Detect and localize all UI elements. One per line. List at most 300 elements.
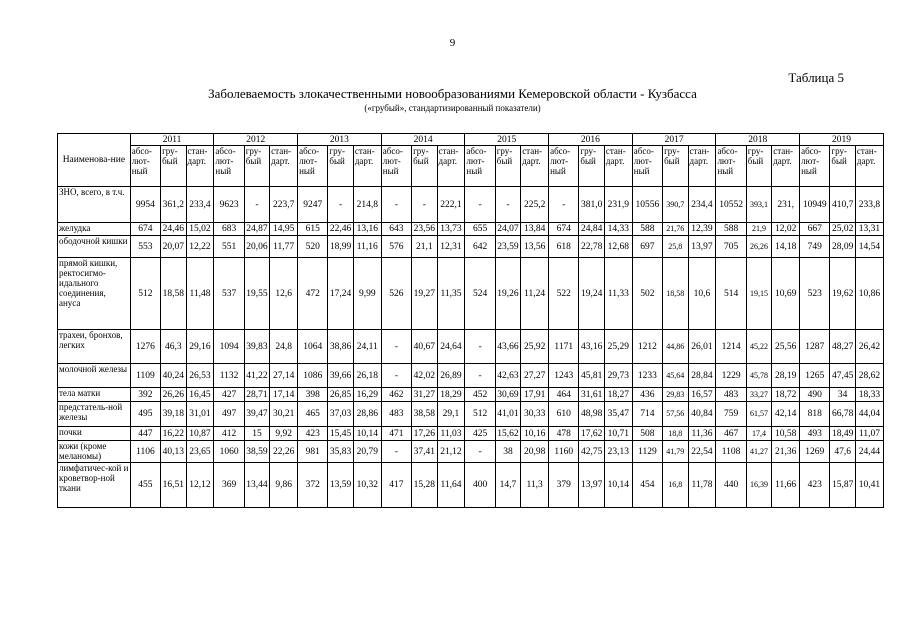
table-cell: 393,1	[746, 187, 771, 223]
subheader-cell: абсо-лют-ный	[549, 146, 579, 187]
table-cell: 25,8	[663, 236, 688, 258]
table-cell: 12,02	[772, 223, 800, 236]
table-cell: 31,27	[412, 388, 437, 402]
table-cell: 361,2	[161, 187, 186, 223]
table-cell: 30,33	[521, 402, 549, 427]
table-cell: 231,9	[604, 187, 632, 223]
table-cell: 222,1	[437, 187, 465, 223]
subheader-cell: гру-бый	[495, 146, 520, 187]
table-cell: 400	[465, 463, 495, 508]
table-cell: 21,76	[663, 223, 688, 236]
table-cell: 655	[465, 223, 495, 236]
table-cell: 11,3	[521, 463, 549, 508]
table-cell: 18,72	[772, 388, 800, 402]
table-row	[58, 187, 884, 223]
table-cell: 512	[465, 402, 495, 427]
table-cell: 225,2	[521, 187, 549, 223]
table-cell: 22,26	[270, 441, 298, 463]
table-cell: 45,81	[579, 364, 604, 388]
table-cell: 10949	[800, 187, 830, 223]
table-cell: 13,16	[353, 223, 381, 236]
table-cell: 24,46	[161, 223, 186, 236]
table-cell: 522	[549, 258, 579, 330]
table-cell: 40,13	[161, 441, 186, 463]
table-cell: 223,7	[270, 187, 298, 223]
table-cell: 19,24	[579, 258, 604, 330]
table-cell: 18,27	[604, 388, 632, 402]
table-cell: 38,58	[412, 402, 437, 427]
table-cell: 1094	[214, 330, 244, 364]
table-cell: 26,26	[746, 236, 771, 258]
table-cell: 35,83	[328, 441, 353, 463]
table-cell: 233,8	[855, 187, 883, 223]
table-cell: 38,59	[244, 441, 269, 463]
table-cell: -	[381, 330, 411, 364]
table-cell: 15,45	[328, 427, 353, 441]
table-cell: 523	[800, 258, 830, 330]
table-cell: 30,21	[270, 402, 298, 427]
year-header: 2014	[381, 134, 465, 146]
table-cell: 21,36	[772, 441, 800, 463]
table-cell: 26,42	[855, 330, 883, 364]
table-cell: 13,59	[328, 463, 353, 508]
year-header: 2017	[632, 134, 716, 146]
page-number: 9	[449, 37, 456, 49]
subheader-cell: гру-бый	[161, 146, 186, 187]
table-cell: 42,02	[412, 364, 437, 388]
table-cell: 13,97	[688, 236, 716, 258]
subheader-cell: стан-дарт.	[521, 146, 549, 187]
row-name: трахеи, бронхов, легких	[58, 330, 131, 364]
table-cell: 11,03	[437, 427, 465, 441]
table-cell: 57,56	[663, 402, 688, 427]
table-cell: 1132	[214, 364, 244, 388]
table-cell: 23,59	[495, 236, 520, 258]
table-cell: 1287	[800, 330, 830, 364]
name-column-header: Наименова-ние	[58, 134, 131, 187]
table-cell: 26,18	[353, 364, 381, 388]
table-cell: 454	[632, 463, 662, 508]
table-cell: 465	[298, 402, 328, 427]
table-cell: 38,86	[328, 330, 353, 364]
table-cell: 34	[830, 388, 855, 402]
table-cell: 643	[381, 223, 411, 236]
table-cell: -	[244, 187, 269, 223]
table-cell: 26,85	[328, 388, 353, 402]
table-cell: 16,22	[161, 427, 186, 441]
row-name: почки	[58, 427, 131, 441]
table-cell: 10,41	[855, 463, 883, 508]
table-cell: 10556	[632, 187, 662, 223]
table-cell: 20,07	[161, 236, 186, 258]
table-cell: 17,4	[746, 427, 771, 441]
table-cell: 1064	[298, 330, 328, 364]
table-cell: 495	[130, 402, 160, 427]
table-cell: 24,84	[579, 223, 604, 236]
table-row	[58, 441, 884, 463]
subheader-cell: гру-бый	[328, 146, 353, 187]
table-cell: 17,26	[412, 427, 437, 441]
table-cell: 423	[298, 427, 328, 441]
table-cell: 40,84	[688, 402, 716, 427]
subheader-cell: гру-бый	[663, 146, 688, 187]
table-cell: 18,8	[663, 427, 688, 441]
table-cell: 13,31	[855, 223, 883, 236]
table-cell: 423	[800, 463, 830, 508]
table-cell: 23,65	[186, 441, 214, 463]
subheader-cell: стан-дарт.	[855, 146, 883, 187]
table-cell: 524	[465, 258, 495, 330]
table-cell: 48,27	[830, 330, 855, 364]
table-cell: 24,44	[855, 441, 883, 463]
table-cell: 14,54	[855, 236, 883, 258]
table-cell: 9623	[214, 187, 244, 223]
table-row	[58, 427, 884, 441]
table-cell: 23,13	[604, 441, 632, 463]
year-header: 2018	[716, 134, 800, 146]
table-cell: 39,83	[244, 330, 269, 364]
year-header-row	[58, 134, 884, 146]
table-cell: 9247	[298, 187, 328, 223]
table-cell: 12,12	[186, 463, 214, 508]
subheader-cell: стан-дарт.	[437, 146, 465, 187]
table-cell: 39,66	[328, 364, 353, 388]
subheader-cell: стан-дарт.	[688, 146, 716, 187]
table-cell: 526	[381, 258, 411, 330]
table-cell: 25,29	[604, 330, 632, 364]
table-cell: 27,27	[521, 364, 549, 388]
table-cell: 472	[298, 258, 328, 330]
table-cell: 39,18	[161, 402, 186, 427]
table-cell: 12,68	[604, 236, 632, 258]
table-cell: 674	[549, 223, 579, 236]
table-cell: 44,86	[663, 330, 688, 364]
table-cell: 483	[381, 402, 411, 427]
table-cell: -	[549, 187, 579, 223]
table-cell: 28,84	[688, 364, 716, 388]
table-cell: 29,83	[663, 388, 688, 402]
table-cell: 28,09	[830, 236, 855, 258]
subheader-cell: стан-дарт.	[604, 146, 632, 187]
table-cell: 26,53	[186, 364, 214, 388]
table-cell: 12,39	[688, 223, 716, 236]
table-cell: 464	[549, 388, 579, 402]
table-cell: 26,01	[688, 330, 716, 364]
table-cell: 417	[381, 463, 411, 508]
table-cell: 412	[214, 427, 244, 441]
table-cell: 13,84	[521, 223, 549, 236]
table-cell: -	[465, 330, 495, 364]
table-cell: 15,02	[186, 223, 214, 236]
subheader-cell: стан-дарт.	[772, 146, 800, 187]
table-cell: 61,57	[746, 402, 771, 427]
table-cell: 41,01	[495, 402, 520, 427]
table-cell: 39,47	[244, 402, 269, 427]
table-cell: 497	[214, 402, 244, 427]
table-cell: 1276	[130, 330, 160, 364]
table-cell: 42,75	[579, 441, 604, 463]
table-cell: 31,61	[579, 388, 604, 402]
subheader-cell: стан-дарт.	[270, 146, 298, 187]
table-cell: 45,78	[746, 364, 771, 388]
table-cell: 41,79	[663, 441, 688, 463]
subheader-cell: стан-дарт.	[186, 146, 214, 187]
table-cell: 372	[298, 463, 328, 508]
table-cell: 28,71	[244, 388, 269, 402]
table-cell: 1108	[716, 441, 746, 463]
table-row	[58, 258, 884, 330]
table-cell: 512	[130, 258, 160, 330]
table-cell: 31,01	[186, 402, 214, 427]
subheader-cell: гру-бый	[244, 146, 269, 187]
table-cell: 21,9	[746, 223, 771, 236]
table-cell: 214,8	[353, 187, 381, 223]
table-cell: 10,32	[353, 463, 381, 508]
table-cell: 19,27	[412, 258, 437, 330]
table-cell: 43,16	[579, 330, 604, 364]
table-cell: 427	[214, 388, 244, 402]
table-cell: 19,55	[244, 258, 269, 330]
table-cell: 1243	[549, 364, 579, 388]
table-cell: 42,14	[772, 402, 800, 427]
table-cell: 19,15	[746, 258, 771, 330]
table-cell: 11,77	[270, 236, 298, 258]
table-cell: 1269	[800, 441, 830, 463]
table-cell: 19,26	[495, 258, 520, 330]
table-cell: 40,67	[412, 330, 437, 364]
table-cell: 43,66	[495, 330, 520, 364]
table-cell: 11,66	[772, 463, 800, 508]
table-cell: 44,04	[855, 402, 883, 427]
table-cell: 520	[298, 236, 328, 258]
table-cell: 16,39	[746, 463, 771, 508]
table-cell: 17,91	[521, 388, 549, 402]
row-name: тела матки	[58, 388, 131, 402]
subheader-cell: абсо-лют-ный	[381, 146, 411, 187]
table-row	[58, 236, 884, 258]
table-cell: 13,73	[437, 223, 465, 236]
table-cell: -	[381, 441, 411, 463]
table-cell: 9,92	[270, 427, 298, 441]
subheader-row	[58, 146, 884, 187]
table-cell: 233,4	[186, 187, 214, 223]
table-cell: 22,78	[579, 236, 604, 258]
table-cell: 381,0	[579, 187, 604, 223]
table-cell: 18,58	[663, 258, 688, 330]
table-cell: 10,16	[521, 427, 549, 441]
table-cell: -	[495, 187, 520, 223]
subheader-cell: абсо-лют-ный	[130, 146, 160, 187]
table-cell: 514	[716, 258, 746, 330]
table-cell: 11,64	[437, 463, 465, 508]
subheader-cell: гру-бый	[746, 146, 771, 187]
subheader-cell: абсо-лют-ный	[800, 146, 830, 187]
table-cell: 667	[800, 223, 830, 236]
table-cell: 13,97	[579, 463, 604, 508]
table-cell: 576	[381, 236, 411, 258]
table-cell: 981	[298, 441, 328, 463]
table-cell: 21,12	[437, 441, 465, 463]
table-cell: 17,62	[579, 427, 604, 441]
table-cell: 16,45	[186, 388, 214, 402]
table-cell: 1106	[130, 441, 160, 463]
table-cell: 19,62	[830, 258, 855, 330]
table-cell: 14,33	[604, 223, 632, 236]
table-cell: 37,41	[412, 441, 437, 463]
table-cell: 410,7	[830, 187, 855, 223]
table-row	[58, 388, 884, 402]
table-cell: 18,33	[855, 388, 883, 402]
table-row	[58, 364, 884, 388]
table-cell: 18,58	[161, 258, 186, 330]
table-cell: 17,24	[328, 258, 353, 330]
table-cell: 674	[130, 223, 160, 236]
table-cell: 17,14	[270, 388, 298, 402]
table-cell: 390,7	[663, 187, 688, 223]
table-cell: -	[381, 187, 411, 223]
year-header: 2012	[214, 134, 298, 146]
table-row	[58, 223, 884, 236]
table-cell: 20,98	[521, 441, 549, 463]
table-cell: 642	[465, 236, 495, 258]
row-name: ЗНО, всего, в т.ч.	[58, 187, 131, 223]
table-cell: 1086	[298, 364, 328, 388]
table-subtitle: («грубый», стандартизированный показатели)	[364, 103, 541, 113]
year-header: 2015	[465, 134, 549, 146]
table-cell: 436	[632, 388, 662, 402]
table-cell: 20,06	[244, 236, 269, 258]
year-header: 2011	[130, 134, 214, 146]
table-cell: 10,69	[772, 258, 800, 330]
row-name: кожи (кроме меланомы)	[58, 441, 131, 463]
table-cell: 11,78	[688, 463, 716, 508]
table-cell: 483	[716, 388, 746, 402]
table-cell: 9,86	[270, 463, 298, 508]
table-cell: 28,86	[353, 402, 381, 427]
table-cell: 24,07	[495, 223, 520, 236]
table-row	[58, 402, 884, 427]
table-cell: 18,29	[437, 388, 465, 402]
table-cell: 24,11	[353, 330, 381, 364]
table-cell: 14,95	[270, 223, 298, 236]
table-cell: -	[465, 364, 495, 388]
table-cell: 42,63	[495, 364, 520, 388]
table-cell: -	[381, 364, 411, 388]
table-cell: 10,14	[604, 463, 632, 508]
table-cell: 16,29	[353, 388, 381, 402]
table-cell: 18,49	[830, 427, 855, 441]
table-cell: -	[465, 187, 495, 223]
table-cell: 47,6	[830, 441, 855, 463]
table-cell: 13,44	[244, 463, 269, 508]
table-cell: 20,79	[353, 441, 381, 463]
table-row	[58, 463, 884, 508]
table-cell: 1229	[716, 364, 746, 388]
table-cell: 35,47	[604, 402, 632, 427]
table-cell: 1212	[632, 330, 662, 364]
table-cell: 455	[130, 463, 160, 508]
table-cell: 462	[381, 388, 411, 402]
table-cell: -	[328, 187, 353, 223]
table-cell: 610	[549, 402, 579, 427]
table-cell: 11,07	[855, 427, 883, 441]
table-cell: 1265	[800, 364, 830, 388]
table-title: Заболеваемость злокачественными новообразованиями Кемеровской области - Кузбасса	[208, 86, 697, 101]
table-cell: 28,19	[772, 364, 800, 388]
table-cell: 1233	[632, 364, 662, 388]
table-cell: 1160	[549, 441, 579, 463]
year-header: 2013	[298, 134, 382, 146]
table-cell: 28,62	[855, 364, 883, 388]
table-cell: 1171	[549, 330, 579, 364]
row-name: предстатель-ной железы	[58, 402, 131, 427]
table-cell: 10,6	[688, 258, 716, 330]
table-cell: 22,46	[328, 223, 353, 236]
table-cell: 11,48	[186, 258, 214, 330]
table-cell: 618	[549, 236, 579, 258]
subheader-cell: абсо-лют-ный	[632, 146, 662, 187]
table-cell: 502	[632, 258, 662, 330]
table-cell: 392	[130, 388, 160, 402]
table-cell: 11,24	[521, 258, 549, 330]
table-cell: 23,56	[412, 223, 437, 236]
row-name: молочной железы	[58, 364, 131, 388]
table-cell: 440	[716, 463, 746, 508]
table-cell: 18,99	[328, 236, 353, 258]
table-cell: 30,69	[495, 388, 520, 402]
table-cell: 447	[130, 427, 160, 441]
table-cell: 12,31	[437, 236, 465, 258]
table-cell: 26,89	[437, 364, 465, 388]
table-cell: 615	[298, 223, 328, 236]
table-cell: 11,35	[437, 258, 465, 330]
table-cell: 24,64	[437, 330, 465, 364]
incidence-table	[57, 133, 884, 508]
table-label: Таблица 5	[788, 70, 844, 85]
table-cell: 398	[298, 388, 328, 402]
table-cell: 705	[716, 236, 746, 258]
row-name: лимфатичес-кой и кроветвор-ной ткани	[58, 463, 131, 508]
subheader-cell: абсо-лют-ный	[214, 146, 244, 187]
table-cell: 10,71	[604, 427, 632, 441]
subheader-cell: стан-дарт.	[353, 146, 381, 187]
table-cell: 234,4	[688, 187, 716, 223]
table-cell: -	[465, 441, 495, 463]
subheader-cell: гру-бый	[579, 146, 604, 187]
table-cell: 9954	[130, 187, 160, 223]
table-cell: 10,58	[772, 427, 800, 441]
table-cell: 588	[632, 223, 662, 236]
table-cell: 588	[716, 223, 746, 236]
row-name: ободочной кишки	[58, 236, 131, 258]
table-cell: 478	[549, 427, 579, 441]
table-cell: 683	[214, 223, 244, 236]
table-cell: 10552	[716, 187, 746, 223]
table-cell: 11,16	[353, 236, 381, 258]
subheader-cell: гру-бый	[412, 146, 437, 187]
table-cell: 9,99	[353, 258, 381, 330]
table-cell: 46,3	[161, 330, 186, 364]
table-cell: 697	[632, 236, 662, 258]
table-cell: 551	[214, 236, 244, 258]
row-name: прямой кишки, ректосигмо-идального соединения, ануса	[58, 258, 131, 330]
table-cell: 47,45	[830, 364, 855, 388]
table-cell: 37,03	[328, 402, 353, 427]
row-name: желудка	[58, 223, 131, 236]
table-cell: 11,36	[688, 427, 716, 441]
table-cell: 490	[800, 388, 830, 402]
table-cell: 29,1	[437, 402, 465, 427]
